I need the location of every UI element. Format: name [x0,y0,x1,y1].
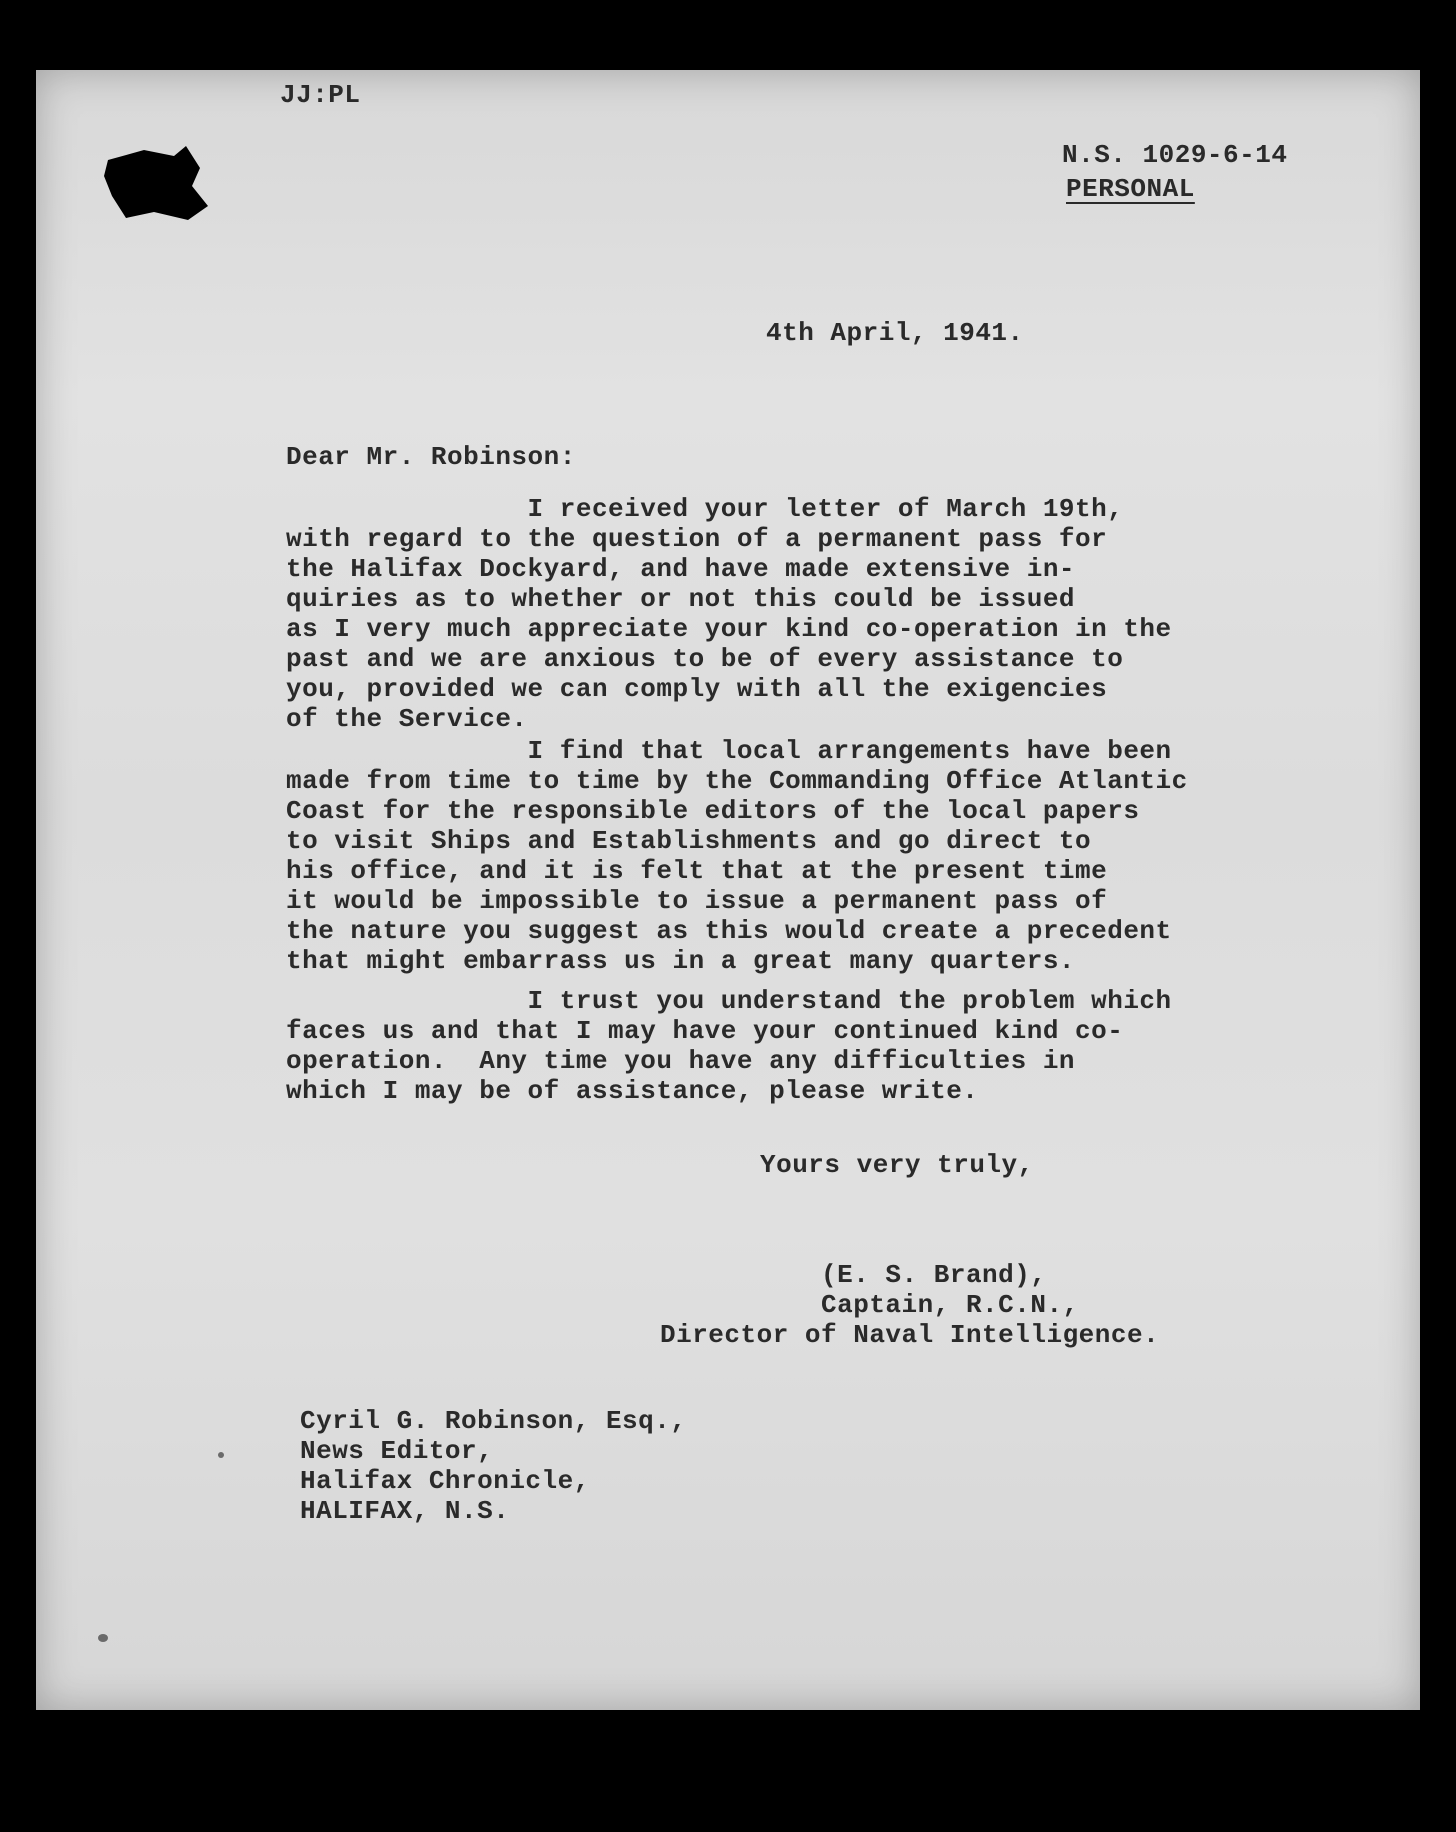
letter-date: 4th April, 1941. [766,318,1024,348]
signature-block [660,1260,1159,1350]
salutation: Dear Mr. Robinson: [286,442,576,472]
torn-corner-mark [104,146,214,222]
recipient-position: News Editor, [300,1436,494,1466]
signatory-rank: Captain, R.C.N., [660,1290,1079,1320]
recipient-organization: Halifax Chronicle, [300,1466,590,1496]
ink-speck [98,1634,108,1642]
recipient-name: Cyril G. Robinson, Esq., [300,1406,687,1436]
file-reference-number: N.S. 1029-6-14 [1062,140,1288,170]
body-paragraph-3: I trust you understand the problem which faces us and that I may have your continued kind co- operation. Any time you have any difficulties in which I may be of assistance, please write. [286,986,1172,1106]
classification-label: PERSONAL [1066,174,1195,204]
recipient-city: HALIFAX, N.S. [300,1496,510,1526]
body-paragraph-2: I find that local arrangements have been made from time to time by the Commanding Office Atlantic Coast for the responsible editors of the local papers to visit Ships and Establishments and go direct to his office, and it is felt that at the present time it would be impossible to issue a permanent pass of the nature you suggest as this would create a precedent that might embarrass us in a great many quarters. [286,736,1188,976]
signatory-name: (E. S. Brand), [660,1260,1047,1290]
recipient-address [300,1406,686,1526]
typist-initials: JJ:PL [280,80,361,110]
signatory-title: Director of Naval Intelligence. [660,1320,1160,1350]
complimentary-close: Yours very truly, [760,1150,1034,1180]
body-paragraph-1: I received your letter of March 19th, with regard to the question of a permanent pass for the Halifax Dockyard, and have made extensive in- quiries as to whether or not this could be issued as I very much appreciate your kind co-operation in the past and we are anxious to be of every assistance to you, provided we can comply with all the exigencies of the Service. [286,494,1172,734]
ink-speck [218,1452,224,1458]
